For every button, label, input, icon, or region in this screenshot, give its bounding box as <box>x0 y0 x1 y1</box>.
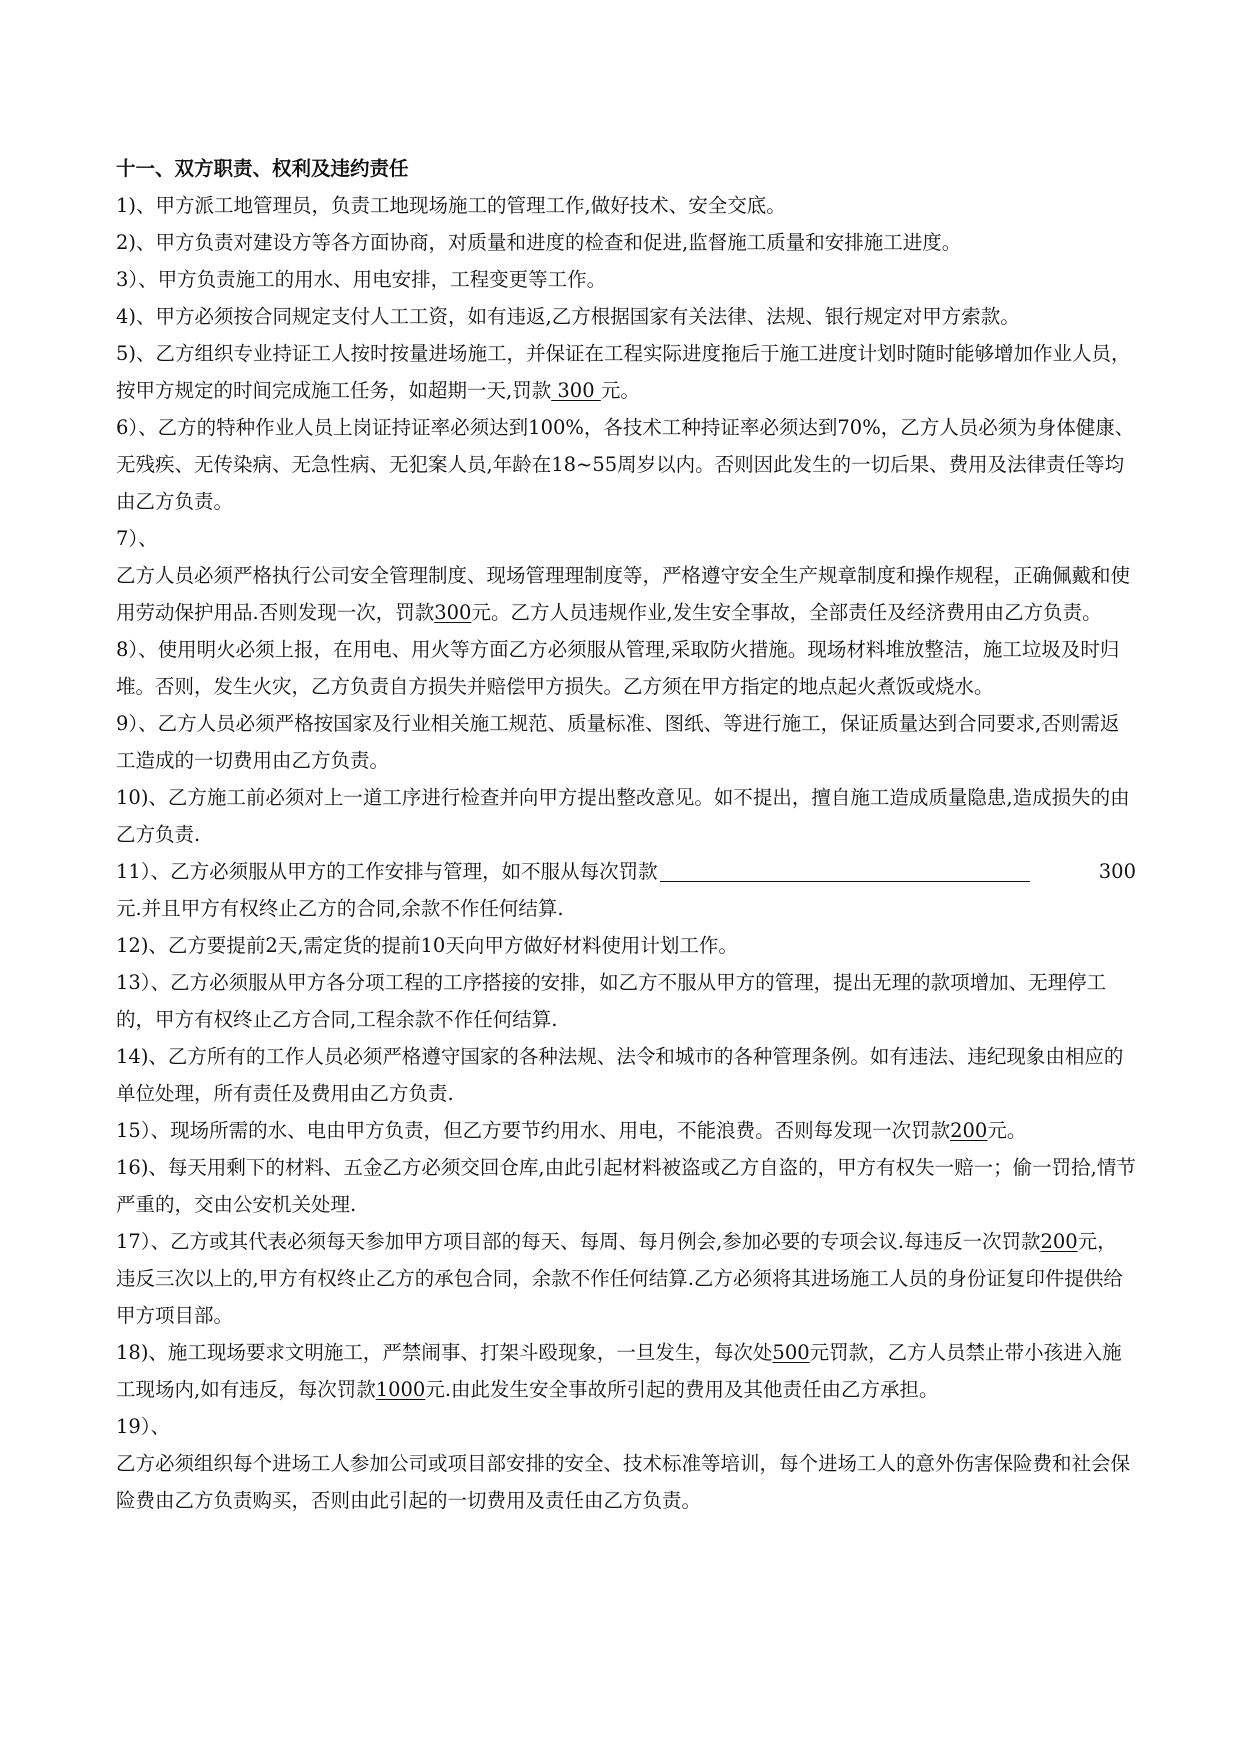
clause-18-text: 18)、施工现场要求文明施工，严禁闹事、打架斗殴现象，一旦发生，每次处 <box>116 1341 773 1364</box>
clause-5 <box>116 335 1136 409</box>
clause-18 <box>116 1334 1136 1408</box>
clause-15-tail: 元。 <box>987 1119 1027 1142</box>
clause-6: 6）、乙方的特种作业人员上岗证持证率必须达到100%，各技术工种持证率必须达到70%，乙方人员必须为身体健康、无残疾、无传染病、无急性病、无犯案人员,年龄在18~55周岁以内。否则因此发生的一切后果、费用及法律责任等均由乙方负责。 <box>116 416 1135 513</box>
clause-12: 12)、乙方要提前2天,需定货的提前10天向甲方做好材料使用计划工作。 <box>116 934 738 957</box>
clause-2: 2)、甲方负责对建设方等各方面协商，对质量和进度的检查和促进,监督施工质量和安排施工进度。 <box>116 231 962 254</box>
clause-7 <box>116 557 1136 631</box>
clause-19-number: 19）、 <box>116 1415 171 1438</box>
clause-17-tail: 元，违反三次以上的,甲方有权终止乙方的承包合同，余款不作任何结算.乙方必须将其进场施工人员的身份证复印件提供给甲方项目部。 <box>116 1230 1123 1327</box>
clause-18-amount-1: 500 <box>772 1341 810 1364</box>
clause-7-amount: 300 <box>434 601 472 624</box>
clause-5-text: 5)、乙方组织专业持证工人按时按量进场施工，并保证在工程实际进度拖后于施工进度计划时随时能够增加作业人员，按甲方规定的时间完成施工任务，如超期一天,罚款 <box>116 342 1131 402</box>
clause-16: 16)、每天用剩下的材料、五金乙方必须交回仓库,由此引起材料被盗或乙方自盗的，甲方有权失一赔一；偷一罚拾,情节严重的，交由公安机关处理. <box>116 1156 1136 1216</box>
clause-17-text: 17）、乙方或其代表必须每天参加甲方项目部的每天、每周、每月例会,参加必要的专项会议.每违反一次罚款 <box>116 1230 1041 1253</box>
clause-15-text: 15）、现场所需的水、电由甲方负责，但乙方要节约用水、用电，不能浪费。否则每发现一次罚款 <box>116 1119 951 1142</box>
clause-8: 8）、使用明火必须上报，在用电、用火等方面乙方必须服从管理,采取防火措施。现场材料堆放整洁，施工垃圾及时归堆。否则，发生火灾，乙方负责自方损失并赔偿甲方损失。乙方须在甲方指定的地点起火煮饭或烧水。 <box>116 638 1120 698</box>
clause-4: 4)、甲方必须按合同规定支付人工工资，如有违返,乙方根据国家有关法律、法规、银行规定对甲方索款。 <box>116 305 1020 328</box>
clause-3: 3）、甲方负责施工的用水、用电安排，工程变更等工作。 <box>116 268 607 291</box>
clause-18-tail: 元.由此发生安全事故所引起的费用及其他责任由乙方承担。 <box>425 1378 939 1401</box>
clause-11-text: 11）、乙方必须服从甲方的工作安排与管理，如不服从每次罚款 <box>116 860 658 883</box>
document-page <box>116 150 1136 1519</box>
clause-10: 10)、乙方施工前必须对上一道工序进行检查并向甲方提出整改意见。如不提出，擅自施工造成质量隐患,造成损失的由乙方负责. <box>116 786 1130 846</box>
clause-9: 9）、乙方人员必须严格按国家及行业相关施工规范、质量标准、图纸、等进行施工，保证质量达到合同要求,否则需返工造成的一切费用由乙方负责。 <box>116 712 1120 772</box>
clause-11-amount: 300 <box>1098 860 1136 883</box>
clause-5-amount: 300 <box>551 379 601 402</box>
clause-14: 14)、乙方所有的工作人员必须严格遵守国家的各种法规、法令和城市的各种管理条例。如有违法、违纪现象由相应的单位处理，所有责任及费用由乙方负责. <box>116 1045 1124 1105</box>
clause-13: 13）、乙方必须服从甲方各分项工程的工序搭接的安排，如乙方不服从甲方的管理，提出无理的款项增加、无理停工的，甲方有权终止乙方合同,工程余款不作任何结算. <box>116 971 1107 1031</box>
clause-17 <box>116 1223 1136 1334</box>
clause-15-amount: 200 <box>950 1119 988 1142</box>
clause-7-tail: 元。乙方人员违规作业,发生安全事故，全部责任及经济费用由乙方负责。 <box>471 601 1102 624</box>
clause-5-tail: 元。 <box>600 379 640 402</box>
clause-18-amount-2: 1000 <box>375 1378 426 1401</box>
clause-18-middle: 元罚款，乙方人员禁止带小孩进入施工现场内,如有违反，每次罚款 <box>116 1341 1122 1401</box>
clause-11-tail: 元.并且甲方有权终止乙方的合同,余款不作任何结算. <box>116 897 564 920</box>
clause-17-amount: 200 <box>1040 1230 1078 1253</box>
clause-15 <box>116 1112 1136 1149</box>
section-heading: 十一、双方职责、权利及违约责任 <box>116 157 409 180</box>
clause-11-blank <box>660 859 1030 882</box>
clause-1: 1)、甲方派工地管理员，负责工地现场施工的管理工作,做好技术、安全交底。 <box>116 194 786 217</box>
clause-19: 乙方必须组织每个进场工人参加公司或项目部安排的安全、技术标准等培训，每个进场工人的意外伤害保险费和社会保险费由乙方负责购买，否则由此引起的一切费用及责任由乙方负责。 <box>116 1452 1131 1512</box>
clause-11 <box>116 853 1136 927</box>
clause-7-text: 乙方人员必须严格执行公司安全管理制度、现场管理理制度等，严格遵守安全生产规章制度和操作规程，正确佩戴和使用劳动保护用品.否则发现一次，罚款 <box>116 564 1131 624</box>
clause-7-number: 7）、 <box>116 527 158 550</box>
